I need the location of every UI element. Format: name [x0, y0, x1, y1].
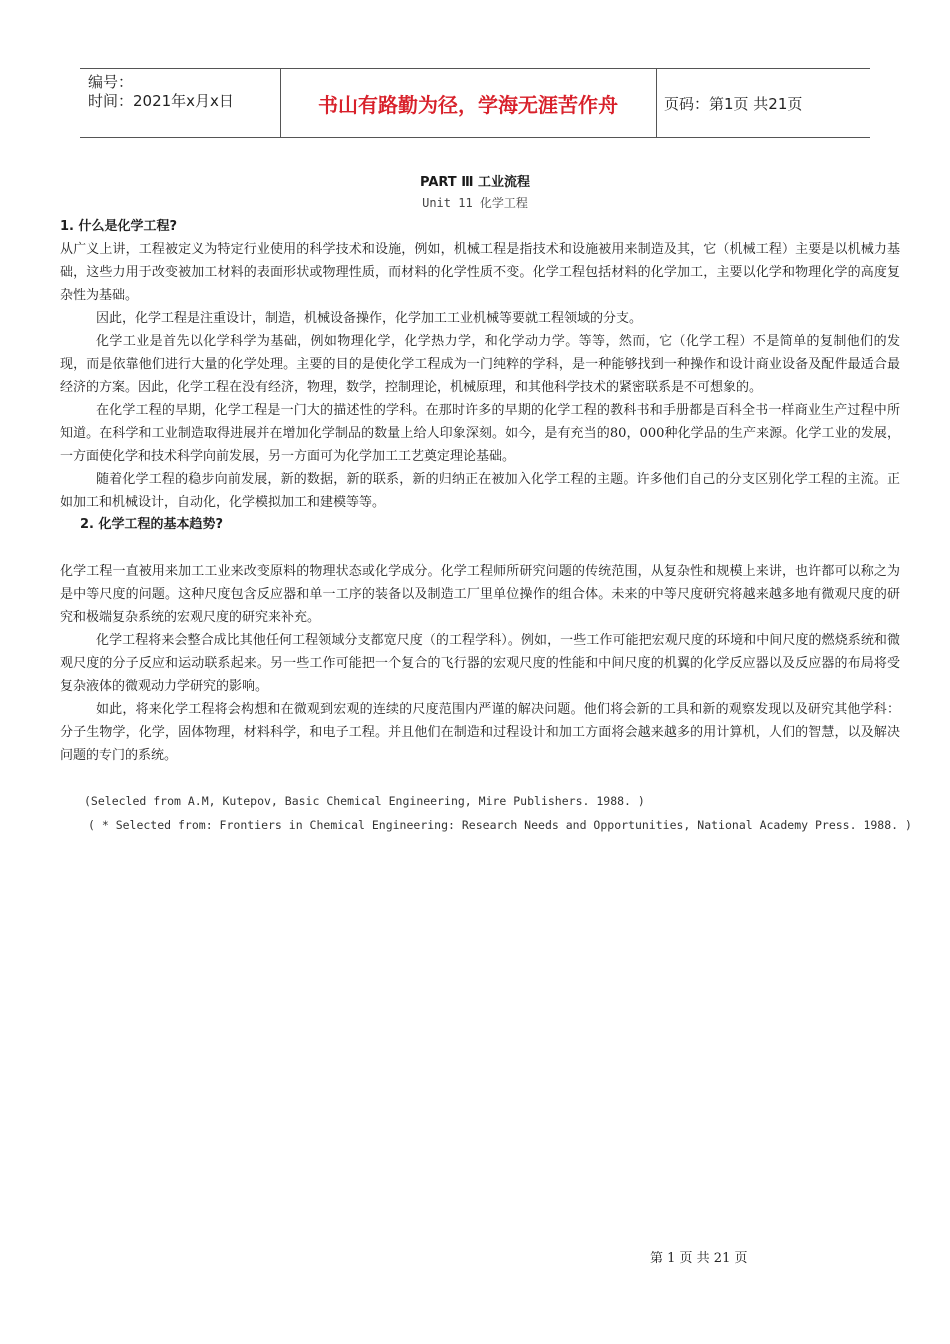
paragraph: 化学工业是首先以化学科学为基础，例如物理化学，化学热力学，和化学动力学。等等，然而，它（化学工程）不是简单的复制他们的发现，而是依靠他们进行大量的化学处理。主要的目的是使化学工程成为一门纯粹的学科，是一种能够找到一种操作和设计商业设备及配件最适合最经济的方案。因此，化学工程在没有经济，物理，数学，控制理论，机械原理，和其他科学技术的紧密联系是不可想象的。: [60, 334, 900, 395]
unit-title: Unit 11 化学工程: [422, 196, 528, 210]
document-header: [80, 68, 870, 138]
paragraph: 化学工程将来会整合成比其他任何工程领域分支都宽尺度（的工程学科）。例如，一些工作可能把宏观尺度的环境和中间尺度的燃烧系统和微观尺度的分子反应和运动联系起来。另一些工作可能把一个复合的飞行器的宏观尺度的性能和中间尺度的机翼的化学反应器以及反应器的布局将受复杂液体的微观动力学研究的影响。: [60, 633, 900, 694]
part-title: PART Ⅲ 工业流程: [419, 175, 531, 190]
paragraph: 从广义上讲，工程被定义为特定行业使用的科学技术和设施，例如，机械工程是指技术和设施被用来制造及其，它（机械工程）主要是以机械力基础，这些力用于改变被加工材料的表面形状或物理性质，而材料的化学性质不变。化学工程包括材料的化学加工，主要以化学和物理化学的高度复杂性为基础。: [60, 242, 900, 303]
references: [60, 789, 912, 837]
paragraph: 在化学工程的早期，化学工程是一门大的描述性的学科。在那时许多的早期的化学工程的教科书和手册都是百科全书一样商业生产过程中所知道。在科学和工业制造取得进展并在增加化学制品的数量上给人印象深刻。如今，是有充当的80，000种化学品的生产来源。化学工业的发展，一方面使化学和技术科学向前发展，另一方面可为化学加工工艺奠定理论基础。: [60, 403, 900, 464]
document-date-label: 时间：2021年x月x日: [88, 92, 234, 110]
paragraph: 化学工程一直被用来加工工业来改变原料的物理状态或化学成分。化学工程师所研究问题的传统范围，从复杂性和规模上来讲，也许都可以称之为是中等尺度的问题。这种尺度包含反应器和单一工序的装备以及制造工厂里单位操作的组合体。未来的中等尺度研究将越来越多地有微观尺度的研究和极端复杂系统的宏观尺度的研究来补充。: [60, 564, 900, 625]
section-heading: 1. 什么是化学工程?: [60, 219, 178, 234]
header-page-info: 页码：第1页 共21页: [664, 94, 803, 113]
paragraph: 随着化学工程的稳步向前发展，新的数据，新的联系，新的归纳正在被加入化学工程的主题。许多他们自己的分支区别化学工程的主流。正如加工和机械设计，自动化，化学模拟加工和建模等等。: [60, 472, 900, 510]
header-meta: [88, 73, 278, 111]
reference-item: ( * Selected from: Frontiers in Chemical Engineering: Research Needs and Opportunities, National Academy Press. 1988. ): [88, 818, 912, 832]
header-divider-right: [656, 69, 657, 137]
page-footer: 第 1 页 共 21 页: [650, 1251, 748, 1266]
document-body: [60, 216, 912, 837]
paragraph: 如此，将来化学工程将会构想和在微观到宏观的连续的尺度范围内严谨的解决问题。他们将会新的工具和新的观察发现以及研究其他学科：分子生物学，化学，固体物理，材料科学，和电子工程。并且他们在制造和过程设计和加工方面将会越来越多的用计算机，人们的智慧，以及解决问题的专门的系统。: [60, 702, 900, 763]
paragraph: 因此，化学工程是注重设计，制造，机械设备操作，化学加工工业机械等要就工程领域的分支。: [96, 311, 643, 326]
section-heading: 2. 化学工程的基本趋势?: [80, 517, 224, 532]
document-number-label: 编号：: [88, 73, 134, 91]
header-motto: 书山有路勤为径，学海无涯苦作舟: [318, 92, 618, 117]
header-divider-left: [280, 69, 281, 137]
reference-item: (Selecled from A.M, Kutepov, Basic Chemical Engineering, Mire Publishers. 1988. ): [84, 794, 645, 808]
